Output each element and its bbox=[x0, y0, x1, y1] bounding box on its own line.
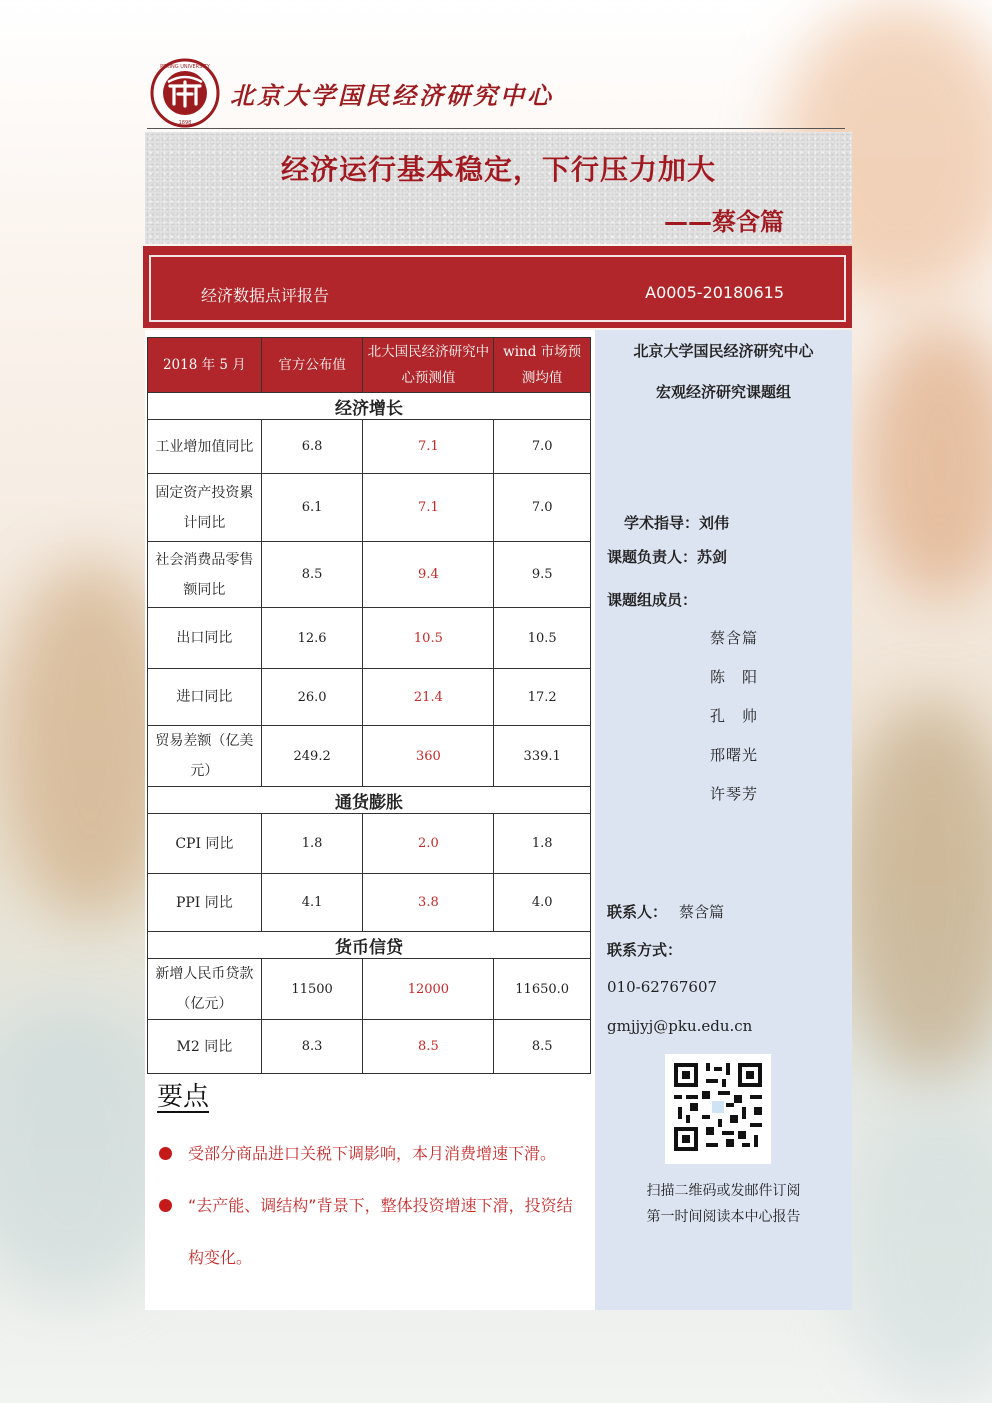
background-decoration bbox=[840, 700, 992, 1080]
table-row bbox=[148, 726, 591, 787]
wind-forecast: 17.2 bbox=[494, 669, 591, 726]
sidebar bbox=[595, 330, 852, 1310]
indicator-cell: 贸易差额（亿美元） bbox=[148, 726, 262, 787]
indicator-cell: 新增人民币贷款（亿元） bbox=[148, 959, 262, 1020]
seal-text: PEKING UNIVERSITY bbox=[160, 64, 210, 70]
table-row bbox=[148, 669, 591, 726]
pku-forecast: 12000 bbox=[363, 959, 494, 1020]
wind-forecast: 7.0 bbox=[494, 420, 591, 474]
report-info-frame bbox=[149, 255, 846, 322]
pku-forecast: 360 bbox=[363, 726, 494, 787]
scan-instruction-1: 扫描二维码或发邮件订阅 bbox=[646, 1183, 801, 1199]
wind-forecast: 11650.0 bbox=[494, 959, 591, 1020]
table-row bbox=[148, 420, 591, 474]
key-point-text: 受部分商品进口关税下调影响，本月消费增速下滑。 bbox=[188, 1144, 557, 1163]
pku-forecast: 8.5 bbox=[363, 1020, 494, 1074]
sidebar-org: 北京大学国民经济研究中心 bbox=[633, 342, 814, 360]
indicator-cell: 进口同比 bbox=[148, 669, 262, 726]
official-value: 8.3 bbox=[261, 1020, 363, 1074]
column-header: wind 市场预测均值 bbox=[494, 338, 591, 393]
table-row bbox=[148, 608, 591, 669]
contact-person-name: 蔡含篇 bbox=[679, 903, 725, 921]
official-value: 11500 bbox=[261, 959, 363, 1020]
column-header: 官方公布值 bbox=[261, 338, 363, 393]
official-value: 1.8 bbox=[261, 814, 363, 874]
contact-person-line bbox=[607, 901, 724, 922]
wind-forecast: 8.5 bbox=[494, 1020, 591, 1074]
section-row bbox=[148, 393, 591, 420]
column-header: 2018 年 5 月 bbox=[148, 338, 262, 393]
pku-forecast: 2.0 bbox=[363, 814, 494, 874]
official-value: 249.2 bbox=[261, 726, 363, 787]
official-value: 6.1 bbox=[261, 474, 363, 542]
section-title: 通货膨胀 bbox=[148, 787, 591, 814]
report-author: ——蔡含篇 bbox=[664, 208, 784, 236]
member-name: 蔡含篇 bbox=[710, 629, 759, 647]
official-value: 4.1 bbox=[261, 874, 363, 932]
leader-line: 课题负责人：苏剑 bbox=[607, 548, 728, 566]
email-link[interactable]: gmjjyj@pku.edu.cn bbox=[607, 1017, 753, 1035]
wind-forecast: 7.0 bbox=[494, 474, 591, 542]
section-title: 货币信贷 bbox=[148, 932, 591, 959]
members-label: 课题组成员： bbox=[607, 591, 698, 609]
pku-forecast: 7.1 bbox=[363, 474, 494, 542]
list-item bbox=[157, 1128, 587, 1180]
section-row bbox=[148, 932, 591, 959]
university-seal-icon bbox=[150, 58, 220, 128]
table-row bbox=[148, 474, 591, 542]
list-item bbox=[157, 1180, 587, 1284]
pku-forecast: 7.1 bbox=[363, 420, 494, 474]
table-row bbox=[148, 814, 591, 874]
org-name: 北京大学国民经济研究中心 bbox=[230, 80, 554, 110]
table-row bbox=[148, 959, 591, 1020]
report-info-bar bbox=[143, 246, 852, 328]
background-decoration bbox=[860, 320, 992, 600]
qr-code-icon bbox=[670, 1059, 766, 1155]
wind-forecast: 9.5 bbox=[494, 542, 591, 608]
seal-year: 1898 bbox=[178, 120, 192, 126]
wind-forecast: 339.1 bbox=[494, 726, 591, 787]
pku-forecast: 9.4 bbox=[363, 542, 494, 608]
table-row bbox=[148, 542, 591, 608]
indicator-cell: M2 同比 bbox=[148, 1020, 262, 1074]
table-header-row bbox=[148, 338, 591, 393]
indicator-cell: CPI 同比 bbox=[148, 814, 262, 874]
key-points-title: 要点 bbox=[157, 1082, 210, 1112]
official-value: 12.6 bbox=[261, 608, 363, 669]
member-name: 孔 帅 bbox=[710, 707, 759, 725]
forecast-table bbox=[147, 337, 591, 1074]
report-code: A0005-20180615 bbox=[645, 283, 784, 302]
indicator-cell: 固定资产投资累计同比 bbox=[148, 474, 262, 542]
header bbox=[150, 58, 554, 128]
qr-code[interactable] bbox=[665, 1054, 771, 1164]
indicator-cell: 社会消费品零售额同比 bbox=[148, 542, 262, 608]
wind-forecast: 4.0 bbox=[494, 874, 591, 932]
report-title: 经济运行基本稳定，下行压力加大 bbox=[280, 153, 716, 186]
column-header: 北大国民经济研究中心预测值 bbox=[363, 338, 494, 393]
contact-person-label: 联系人： bbox=[607, 903, 668, 921]
pku-forecast: 3.8 bbox=[363, 874, 494, 932]
scan-instruction-2: 第一时间阅读本中心报告 bbox=[646, 1209, 801, 1225]
wind-forecast: 1.8 bbox=[494, 814, 591, 874]
member-name: 陈 阳 bbox=[710, 668, 759, 686]
wind-forecast: 10.5 bbox=[494, 608, 591, 669]
indicator-cell: PPI 同比 bbox=[148, 874, 262, 932]
official-value: 8.5 bbox=[261, 542, 363, 608]
phone-number: 010-62767607 bbox=[607, 978, 718, 996]
section-row bbox=[148, 787, 591, 814]
section-title: 经济增长 bbox=[148, 393, 591, 420]
table-row bbox=[148, 1020, 591, 1074]
background-decoration bbox=[840, 1100, 992, 1400]
title-panel bbox=[145, 132, 852, 244]
indicator-cell: 出口同比 bbox=[148, 608, 262, 669]
pku-forecast: 10.5 bbox=[363, 608, 494, 669]
official-value: 6.8 bbox=[261, 420, 363, 474]
advisor-line: 学术指导：刘伟 bbox=[624, 514, 730, 532]
pku-forecast: 21.4 bbox=[363, 669, 494, 726]
member-name: 邢曙光 bbox=[710, 746, 759, 764]
report-type: 经济数据点评报告 bbox=[201, 286, 330, 305]
key-point-text: “去产能、调结构”背景下，整体投资增速下滑，投资结构变化。 bbox=[188, 1196, 573, 1267]
bullet-icon bbox=[159, 1199, 172, 1212]
header-divider bbox=[147, 128, 845, 129]
member-name: 许琴芳 bbox=[710, 785, 759, 803]
indicator-cell: 工业增加值同比 bbox=[148, 420, 262, 474]
contact-method-label: 联系方式： bbox=[607, 941, 683, 959]
official-value: 26.0 bbox=[261, 669, 363, 726]
sidebar-group: 宏观经济研究课题组 bbox=[655, 383, 791, 401]
key-points-list bbox=[157, 1128, 587, 1284]
table-row bbox=[148, 874, 591, 932]
bullet-icon bbox=[159, 1147, 172, 1160]
